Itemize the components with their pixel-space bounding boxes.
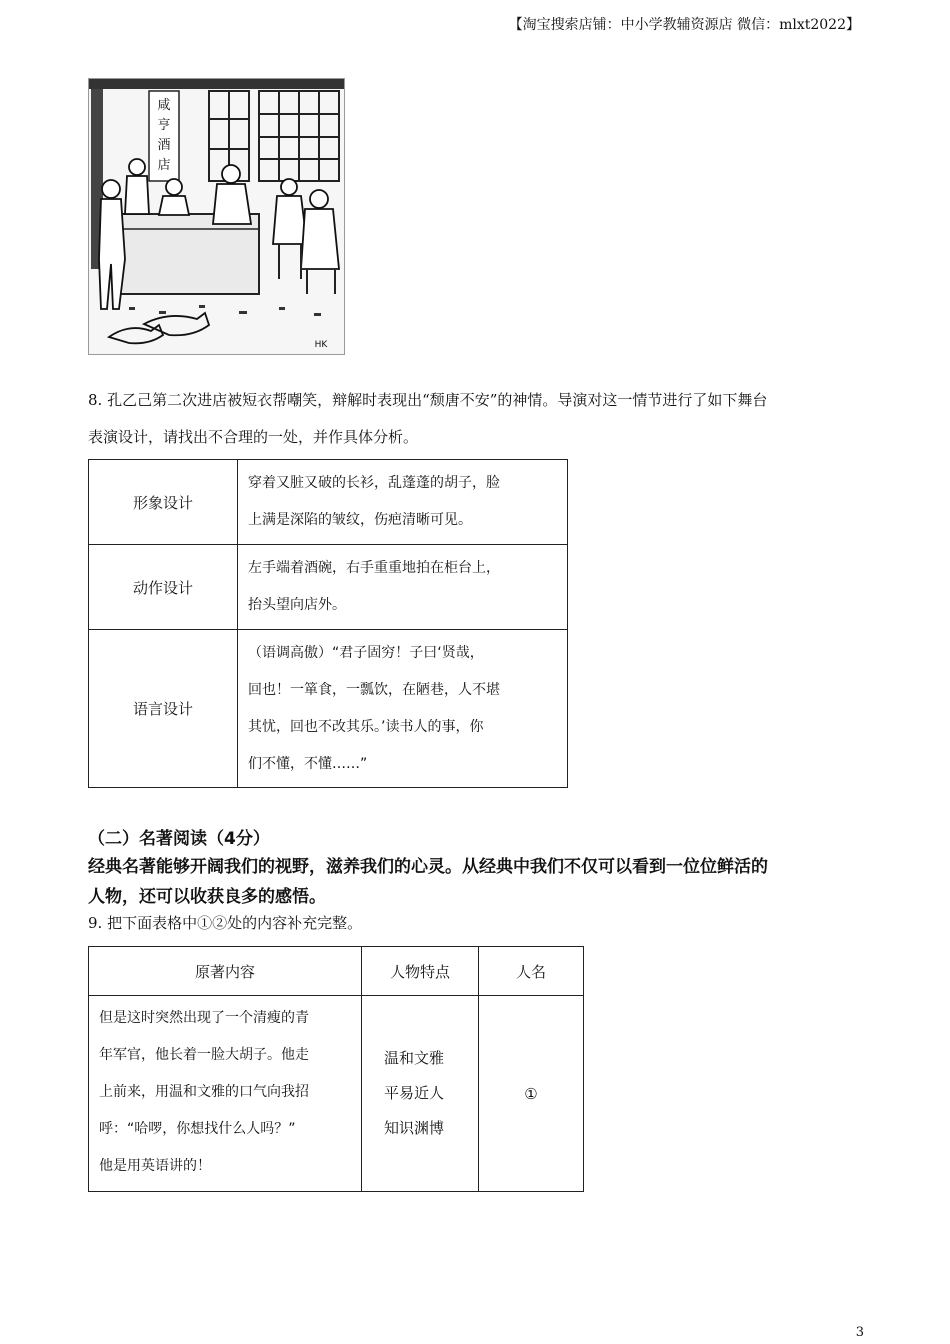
table-row — [89, 545, 568, 630]
question-8-line1: 8. 孔乙己第二次进店被短衣帮嘲笑，辩解时表现出“颓唐不安”的神情。导演对这一情节进行了如下舞台 — [88, 391, 768, 409]
page-number: 3 — [855, 1325, 864, 1340]
svg-text:咸: 咸 — [157, 98, 171, 113]
classic-reading-table — [88, 946, 584, 1192]
question-8-line2: 表演设计，请找出不合理的一处，并作具体分析。 — [88, 428, 419, 446]
design-content-line: 上满是深陷的皱纹，伤疤清晰可见。 — [248, 512, 472, 528]
design-label: 动作设计 — [89, 545, 238, 630]
section-title: （二）名著阅读（4分） — [88, 829, 270, 849]
column-header: 人名 — [479, 947, 584, 996]
original-text-line: 年军官，他长着一脸大胡子。他走 — [99, 1047, 309, 1063]
design-content — [238, 545, 568, 630]
tavern-illustration — [88, 78, 345, 355]
table-row — [89, 460, 568, 545]
design-content-line: 抬头望向店外。 — [248, 597, 346, 613]
design-content-line: 穿着又脏又破的长衫，乱蓬蓬的胡子，脸 — [248, 475, 500, 491]
design-label: 形象设计 — [89, 460, 238, 545]
svg-text:店: 店 — [157, 158, 171, 173]
illustration-signature: HK — [314, 340, 328, 350]
original-text-line: 但是这时突然出现了一个清瘦的青 — [99, 1010, 309, 1026]
trait-item: 平易近人 — [384, 1084, 445, 1102]
table-row — [89, 996, 584, 1192]
design-label: 语言设计 — [89, 630, 238, 788]
column-header: 原著内容 — [89, 947, 362, 996]
traits-cell — [362, 996, 479, 1192]
design-content-line: 们不懂，不懂……” — [248, 755, 368, 772]
section-intro-line: 经典名著能够开阔我们的视野，滋养我们的心灵。从经典中我们不仅可以看到一位位鲜活的 — [88, 857, 768, 877]
svg-text:酒: 酒 — [157, 138, 171, 153]
design-content — [238, 630, 568, 788]
trait-item: 知识渊博 — [384, 1119, 445, 1137]
column-header: 人物特点 — [362, 947, 479, 996]
question-9: 9. 把下面表格中①②处的内容补充完整。 — [88, 914, 363, 932]
name-blank-cell: ① — [479, 996, 584, 1192]
tavern-scene-drawing — [89, 79, 344, 354]
design-content-line: 其忧，回也不改其乐。’读书人的事，你 — [248, 718, 484, 735]
svg-text:亨: 亨 — [157, 118, 171, 133]
design-content-line: （语调高傲）“君子固穷！子曰‘贤哉， — [248, 644, 484, 661]
original-text-cell — [89, 996, 362, 1192]
trait-item: 温和文雅 — [384, 1049, 445, 1067]
original-text-line: 上前来，用温和文雅的口气向我招 — [99, 1084, 309, 1100]
table-header-row — [89, 947, 584, 996]
section-intro — [88, 852, 878, 912]
design-content-line: 回也！一箪食，一瓢饮，在陋巷，人不堪 — [248, 681, 500, 698]
design-content-line: 左手端着酒碗，右手重重地拍在柜台上， — [248, 560, 500, 576]
section-intro-line: 人物，还可以收获良多的感悟。 — [88, 887, 326, 907]
original-text-line: 他是用英语讲的！ — [99, 1158, 211, 1174]
stage-design-table — [88, 459, 568, 788]
original-text-line: 呼：“哈啰，你想找什么人吗？” — [99, 1121, 296, 1137]
page-header: 【淘宝搜索店铺：中小学教辅资源店 微信：mlxt2022】 — [508, 17, 860, 33]
design-content — [238, 460, 568, 545]
table-row — [89, 630, 568, 788]
